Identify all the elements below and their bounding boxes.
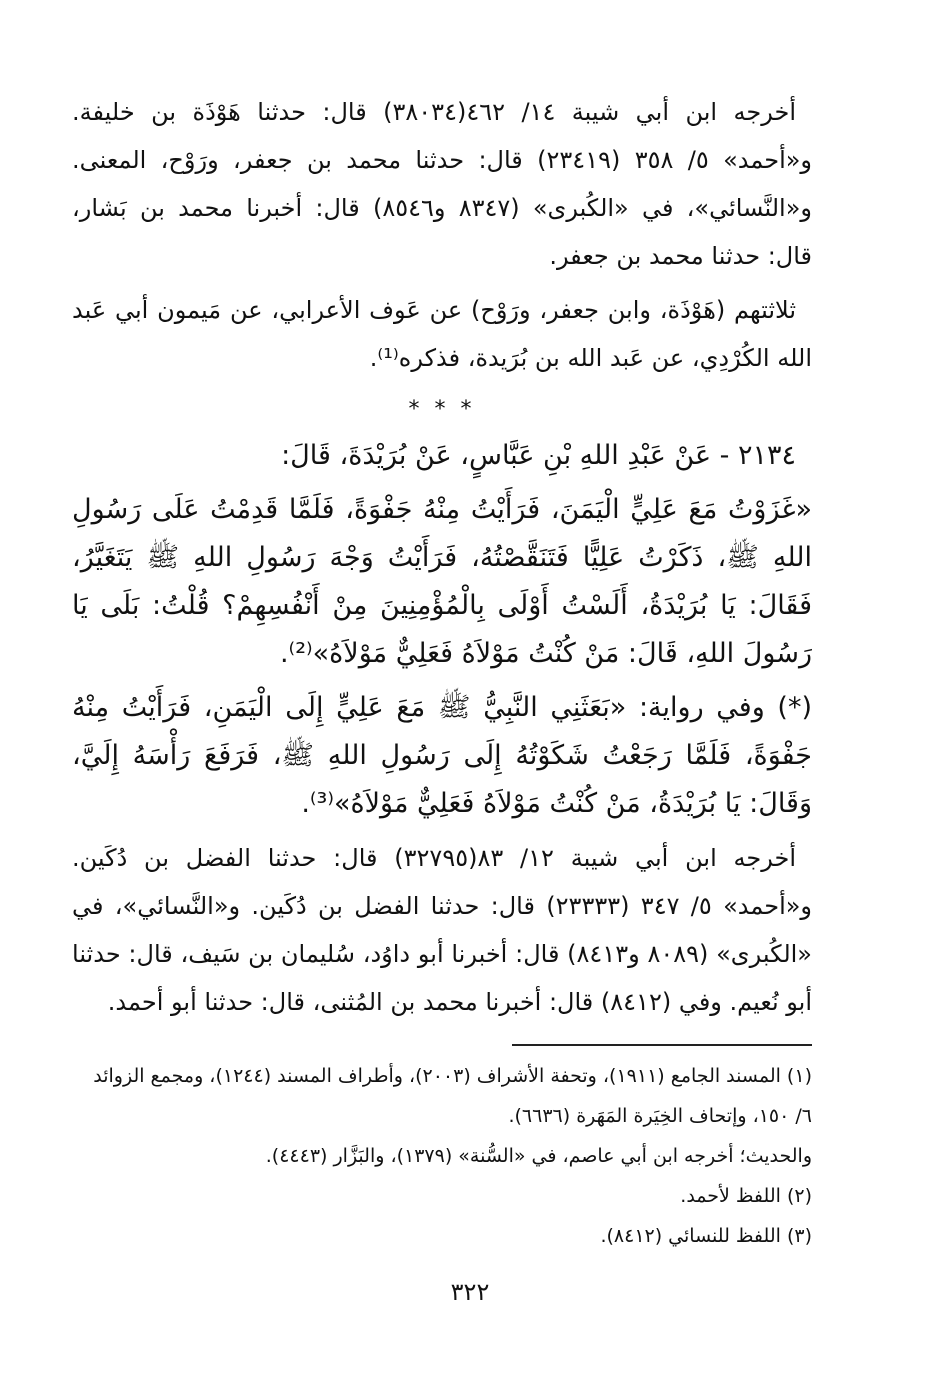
page-number: ٣٢٢: [450, 1278, 490, 1306]
hadith-text: «غَزَوْتُ مَعَ عَلِيٍّ الْيَمَنَ، فَرَأَيْتُ مِنْهُ جَفْوَةً، فَلَمَّا قَدِمْتُ عَلَى رَسُولِ اللهِ ﷺ، ذَكَرْتُ عَلِيًّا فَتَنَقَّصْتُهُ، فَرَأَيْتُ وَجْهَ رَسُولِ اللهِ ﷺ يَتَغَيَّرُ، فَقَالَ: يَا بُرَيْدَةُ، أَلَسْتُ أَوْلَى بِالْمُؤْمِنِينَ مِنْ أَنْفُسِهِمْ؟ قُلْتُ: بَلَى يَا رَسُولَ اللهِ، قَالَ: مَنْ كُنْتُ مَوْلاَهُ فَعَلِيٌّ مَوْلاَهُ»⁽²⁾.: [72, 494, 812, 669]
section-separator: * * *: [408, 397, 476, 422]
takhrij-paragraph-bottom: أخرجه ابن أبي شيبة ١٢/ ٨٣(٣٢٧٩٥) قال: حدثنا الفضل بن دُكَين. و«أحمد» ٥/ ٣٤٧ (٢٣٣٣٣) قال: حدثنا الفضل بن دُكَين. و«النَّسائي»، في «الكُبرى» (٨٠٨٩ و٨٤١٣) قال: أخبرنا أبو داوُد، سُليمان بن سَيف، قال: حدثنا أبو نُعيم. وفي (٨٤١٢) قال: أخبرنا محمد بن المُثنى، قال: حدثنا أبو أحمد.: [72, 844, 813, 1016]
hadith-heading: ٢١٣٤ - عَنْ عَبْدِ اللهِ بْنِ عَبَّاسٍ، عَنْ بُرَيْدَةَ، قَالَ:: [281, 440, 796, 471]
chain-paragraph: ثلاثتهم (هَوْذَة، وابن جعفر، ورَوْح) عن عَوف الأعرابي، عن مَيمون أبي عَبد الله الكُرْدِي، عن عَبد الله بن بُرَيدة، فذكره⁽¹⁾.: [72, 296, 812, 372]
hadith-variant: (*) وفي رواية: «بَعَثَنِي النَّبِيُّ ﷺ مَعَ عَلِيٍّ إِلَى الْيَمَنِ، فَرَأَيْتُ مِنْهُ جَفْوَةً، فَلَمَّا رَجَعْتُ شَكَوْتُهُ إِلَى رَسُولِ اللهِ ﷺ، فَرَفَعَ رَأْسَهُ إِلَيَّ، وَقَالَ: يَا بُرَيْدَةُ، مَنْ كُنْتُ مَوْلاَهُ فَعَلِيٌّ مَوْلاَهُ»⁽³⁾.: [72, 692, 812, 819]
takhrij-paragraph: أخرجه ابن أبي شيبة ١٤/ ٤٦٢(٣٨٠٣٤) قال: حدثنا هَوْذَة بن خليفة. و«أحمد» ٥/ ٣٥٨ (٢٣٤١٩) قال: حدثنا محمد بن جعفر، ورَوْح، المعنى. و«النَّسائي»، في «الكُبرى» (٨٣٤٧ و٨٥٤٦) قال: أخبرنا محمد بن بَشار، قال: حدثنا محمد بن جعفر.: [72, 98, 813, 270]
footnote-divider: [512, 1044, 812, 1046]
page-content: [72, 88, 812, 1256]
footnote-2: (٢) اللفظ لأحمد.: [680, 1185, 812, 1207]
footnote-1: (١) المسند الجامع (١٩١١)، وتحفة الأشراف (٢٠٠٣)، وأطراف المسند (١٢٤٤)، ومجمع الزوائد ٦/ ١٥٠، وإتحاف الخِيَرة المَهَرة (٦٦٣٦).: [93, 1065, 812, 1127]
footnote-3: (٣) اللفظ للنسائي (٨٤١٢).: [600, 1225, 812, 1247]
footnote-1-continued: والحديث؛ أخرجه ابن أبي عاصم، في «السُّنة» (١٣٧٩)، والبَزَّار (٤٤٤٣).: [265, 1145, 812, 1167]
